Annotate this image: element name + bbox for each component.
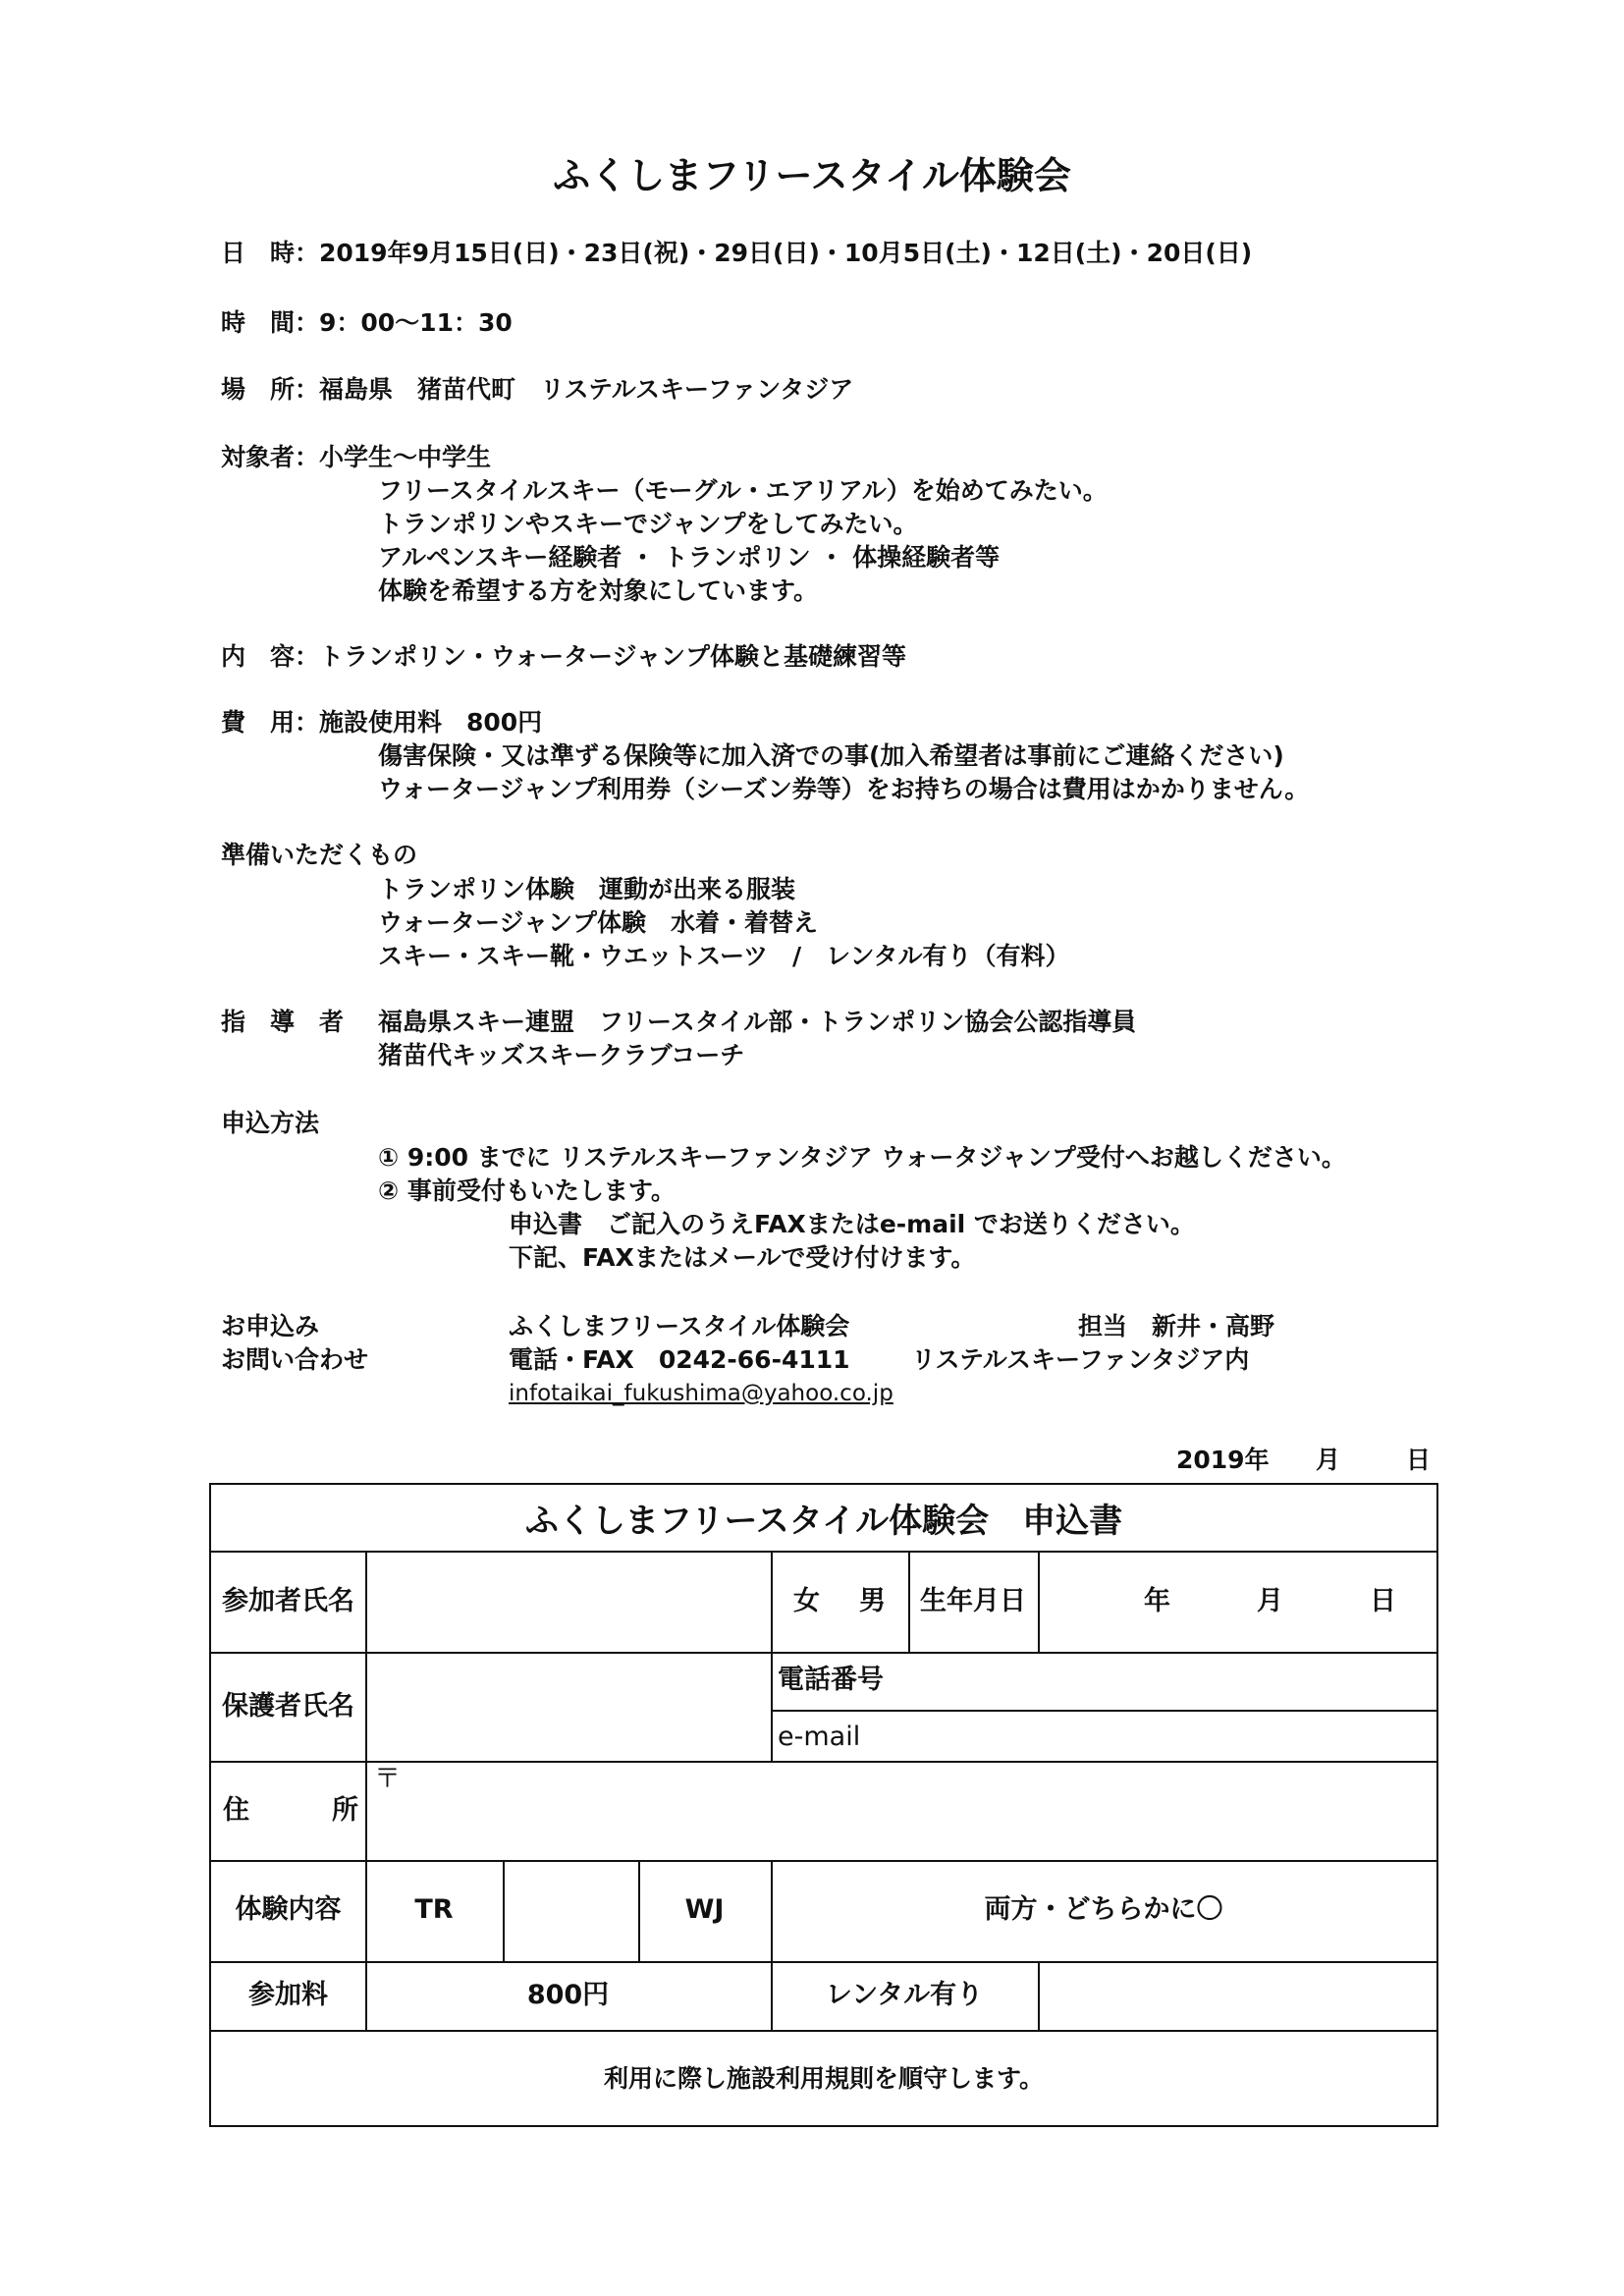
email-label: e-mail bbox=[778, 1722, 861, 1752]
contact-org: ふくしまフリースタイル体験会 bbox=[509, 1312, 850, 1340]
address-label-2: 所 bbox=[332, 1795, 358, 1826]
form-rule bbox=[211, 1761, 1436, 1763]
contact-label-inquiry: お問い合わせ bbox=[221, 1345, 369, 1374]
form-rule bbox=[211, 1860, 1436, 1862]
participant-label: 参加者氏名 bbox=[222, 1586, 354, 1616]
tr-label: TR bbox=[414, 1894, 454, 1925]
apply-line: 申込書 ご記入のうえFAXまたはe-mail でお送りください。 bbox=[509, 1210, 1195, 1238]
form-rule bbox=[771, 1710, 1436, 1712]
birthdate-label: 生年月日 bbox=[920, 1586, 1026, 1616]
fee-value: 800円 bbox=[526, 1980, 610, 2010]
form-rule bbox=[365, 1551, 367, 2030]
time-line: 時 間：9：00～11：30 bbox=[221, 308, 513, 337]
experience-note: 両方・どちらかに〇 bbox=[984, 1894, 1223, 1925]
guardian-label: 保護者氏名 bbox=[222, 1691, 354, 1722]
tr-checkbox[interactable] bbox=[506, 1863, 636, 1959]
form-rule bbox=[211, 1551, 1436, 1553]
address-field[interactable] bbox=[368, 1764, 1435, 1858]
birthdate-year: 年 bbox=[1144, 1586, 1170, 1616]
postal-mark: 〒 bbox=[374, 1764, 401, 1794]
place-line: 場 所：福島県 猪苗代町 リステルスキーファンタジア bbox=[221, 375, 854, 404]
contact-label-apply: お申込み bbox=[221, 1312, 320, 1340]
contact-email-link[interactable]: infotaikai_fukushima@yahoo.co.jp bbox=[509, 1381, 893, 1406]
form-rule bbox=[211, 2030, 1436, 2032]
page-title: ふくしまフリースタイル体験会 bbox=[553, 154, 1071, 197]
rental-field[interactable] bbox=[1041, 1964, 1435, 2028]
fee-label: 参加料 bbox=[248, 1980, 328, 2010]
form-rule bbox=[503, 1860, 505, 1961]
date-year: 2019年 bbox=[1176, 1446, 1270, 1474]
contact-phone: 電話・FAX 0242-66-4111 bbox=[509, 1345, 850, 1374]
form-rule bbox=[1038, 1961, 1040, 2030]
form-rule bbox=[211, 1961, 1436, 1963]
apply-head: 申込方法 bbox=[221, 1109, 320, 1137]
contact-person: 担当 新井・高野 bbox=[1078, 1312, 1275, 1340]
guardian-name-field[interactable] bbox=[368, 1655, 769, 1759]
prep-line: スキー・スキー靴・ウエットスーツ / レンタル有り（有料） bbox=[378, 942, 1070, 970]
participant-name-field[interactable] bbox=[368, 1554, 769, 1650]
date-day: 日 bbox=[1406, 1446, 1432, 1474]
form-rule bbox=[771, 1551, 773, 1761]
prep-head: 準備いただくもの bbox=[221, 841, 418, 869]
gender-male[interactable]: 男 bbox=[859, 1586, 886, 1616]
birthdate-day: 日 bbox=[1370, 1586, 1396, 1616]
target-line: アルペンスキー経験者 ・ トランポリン ・ 体操経験者等 bbox=[378, 543, 1001, 572]
phone-label: 電話番号 bbox=[778, 1665, 884, 1695]
instructor-head: 指 導 者 bbox=[221, 1008, 345, 1036]
wj-label: WJ bbox=[684, 1894, 725, 1925]
instructor-line: 福島県スキー連盟 フリースタイル部・トランポリン協会公認指導員 bbox=[378, 1008, 1137, 1036]
prep-line: トランポリン体験 運動が出来る服装 bbox=[378, 875, 796, 903]
apply-line: ② 事前受付もいたします。 bbox=[378, 1176, 676, 1205]
form-rule bbox=[1038, 1551, 1040, 1652]
form-title: ふくしまフリースタイル体験会 申込書 bbox=[524, 1502, 1123, 1541]
target-head: 対象者：小学生～中学生 bbox=[221, 443, 492, 471]
fee-line: ウォータージャンプ利用券（シーズン券等）をお持ちの場合は費用はかかりません。 bbox=[378, 775, 1310, 803]
experience-label: 体験内容 bbox=[235, 1894, 342, 1925]
application-form bbox=[209, 1483, 1438, 2127]
date-line: 日 時：2019年9月15日(日)・23日(祝)・29日(日)・10月5日(土)・12日(土)・20日(日) bbox=[221, 239, 1253, 267]
target-line: トランポリンやスキーでジャンプをしてみたい。 bbox=[378, 510, 918, 538]
fee-line: 傷害保険・又は準ずる保険等に加入済での事(加入希望者は事前にご連絡ください) bbox=[378, 741, 1284, 770]
content-line: 内 容：トランポリン・ウォータージャンプ体験と基礎練習等 bbox=[221, 642, 907, 671]
rules-note: 利用に際し施設利用規則を順守します。 bbox=[603, 2064, 1044, 2093]
contact-location: リステルスキーファンタジア内 bbox=[911, 1345, 1250, 1374]
target-line: 体験を希望する方を対象にしています。 bbox=[378, 576, 819, 605]
target-line: フリースタイルスキー（モーグル・エアリアル）を始めてみたい。 bbox=[378, 476, 1108, 505]
gender-female[interactable]: 女 bbox=[793, 1586, 820, 1616]
apply-line: 下記、FAXまたはメールで受け付けます。 bbox=[509, 1243, 976, 1272]
form-rule bbox=[211, 1652, 1436, 1654]
address-label-1: 住 bbox=[223, 1795, 249, 1826]
birthdate-month: 月 bbox=[1257, 1586, 1283, 1616]
apply-line: ① 9:00 までに リステルスキーファンタジア ウォータジャンプ受付へお越しください。 bbox=[378, 1143, 1346, 1172]
rental-label: レンタル有り bbox=[825, 1980, 984, 2010]
date-month: 月 bbox=[1316, 1446, 1341, 1474]
fee-head: 費 用：施設使用料 800円 bbox=[221, 708, 543, 737]
prep-line: ウォータージャンプ体験 水着・着替え bbox=[378, 908, 819, 937]
instructor-line: 猪苗代キッズスキークラブコーチ bbox=[378, 1041, 745, 1069]
